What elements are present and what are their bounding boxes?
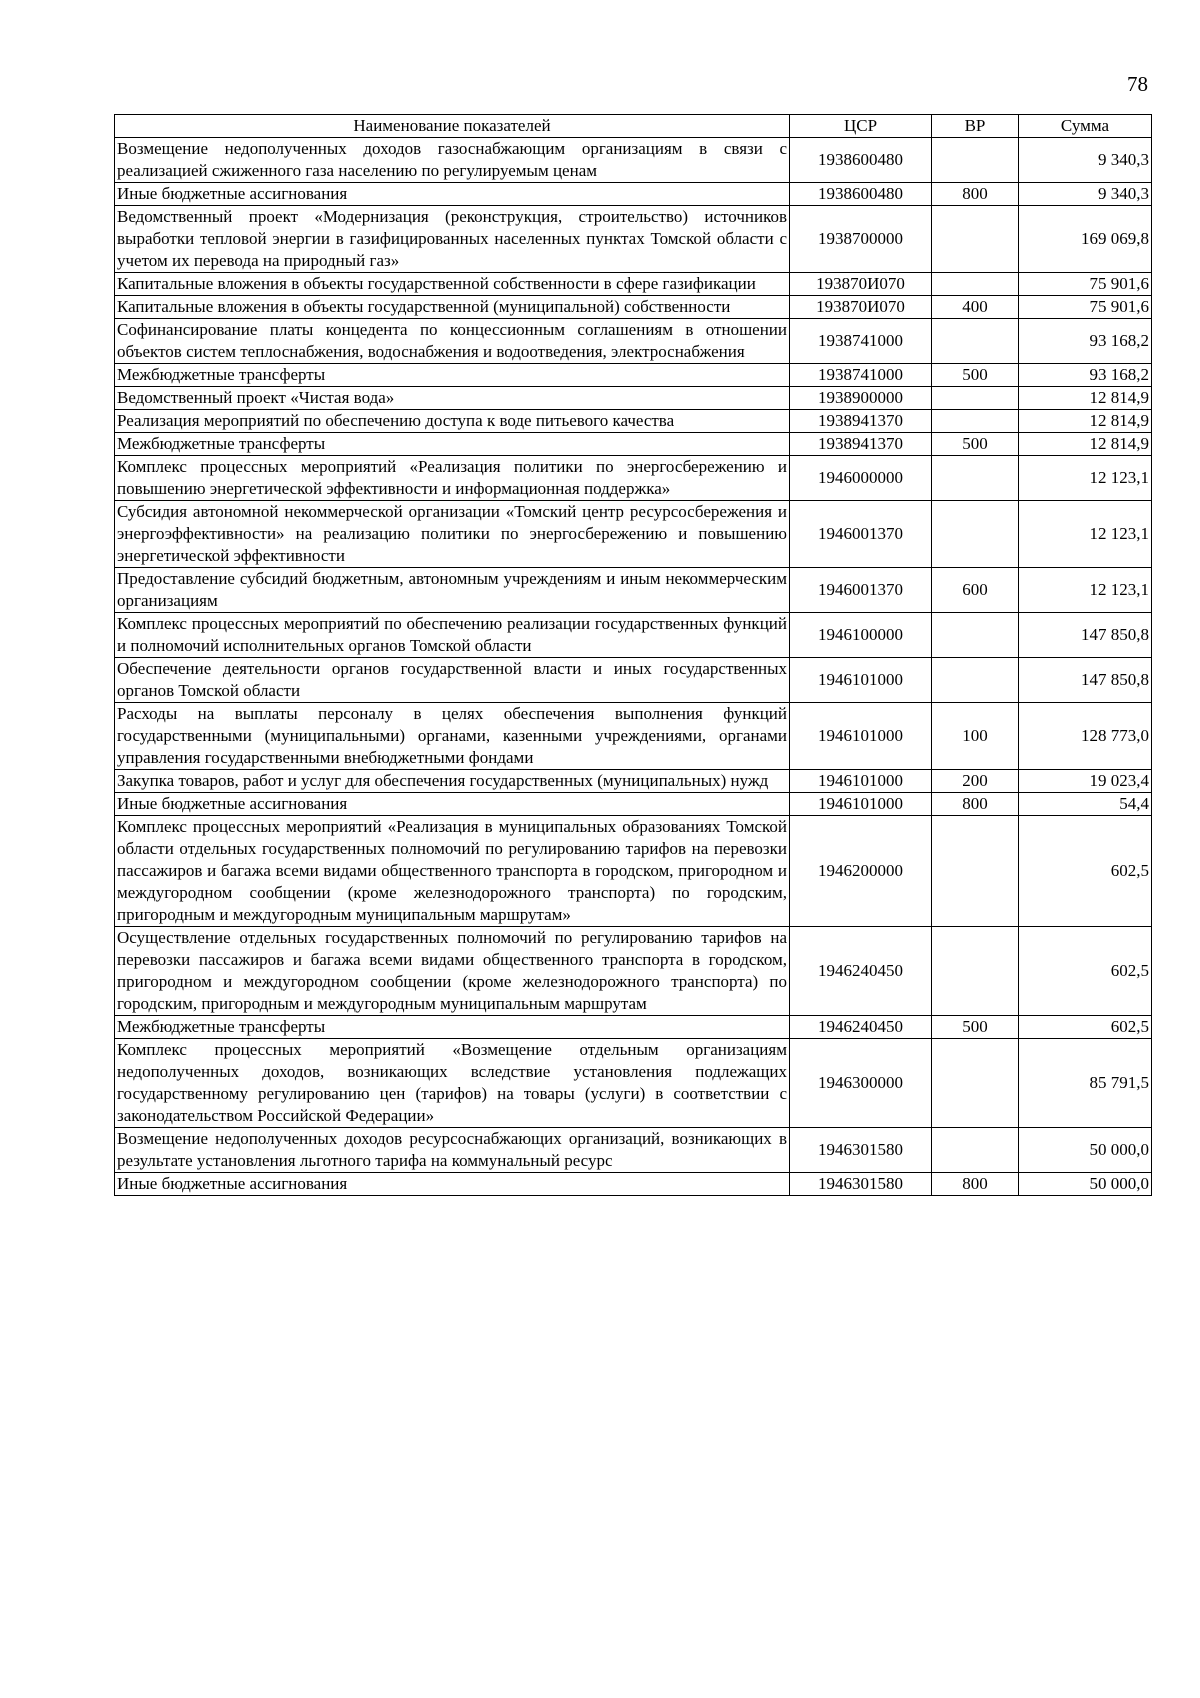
cell-sum: 12 814,9 [1019, 387, 1152, 410]
table-row [115, 568, 1152, 613]
cell-name: Осуществление отдельных государственных полномочий по регулированию тарифов на перевозки пассажиров и багажа всеми видами общественного транспорта в городском, пригородном и междугородном сообщении (кроме железнодорожного транспорта) по городским, пригородным и междугородным муниципальным маршрутам [115, 927, 790, 1016]
cell-csr: 1946101000 [790, 770, 932, 793]
table-row [115, 793, 1152, 816]
cell-vr [932, 927, 1019, 1016]
header-name: Наименование показателей [115, 115, 790, 138]
cell-vr: 400 [932, 296, 1019, 319]
cell-sum: 12 123,1 [1019, 568, 1152, 613]
cell-vr: 800 [932, 1173, 1019, 1196]
table-header-row [115, 115, 1152, 138]
table-row [115, 816, 1152, 927]
cell-name: Межбюджетные трансферты [115, 433, 790, 456]
cell-csr: 1946301580 [790, 1128, 932, 1173]
cell-csr: 1946001370 [790, 568, 932, 613]
cell-vr [932, 658, 1019, 703]
table-row [115, 927, 1152, 1016]
cell-csr: 1946100000 [790, 613, 932, 658]
cell-csr: 1946101000 [790, 658, 932, 703]
cell-sum: 75 901,6 [1019, 273, 1152, 296]
cell-vr [932, 1128, 1019, 1173]
cell-csr: 1946101000 [790, 793, 932, 816]
cell-csr: 1938741000 [790, 364, 932, 387]
cell-vr [932, 456, 1019, 501]
cell-sum: 50 000,0 [1019, 1173, 1152, 1196]
page-number: 78 [1127, 72, 1148, 96]
cell-vr: 500 [932, 433, 1019, 456]
cell-csr: 1938941370 [790, 433, 932, 456]
cell-name: Закупка товаров, работ и услуг для обеспечения государственных (муниципальных) нужд [115, 770, 790, 793]
cell-sum: 12 814,9 [1019, 433, 1152, 456]
cell-vr [932, 138, 1019, 183]
table-row [115, 387, 1152, 410]
cell-csr: 1946240450 [790, 927, 932, 1016]
cell-name: Капитальные вложения в объекты государственной собственности в сфере газификации [115, 273, 790, 296]
cell-name: Софинансирование платы концедента по концессионным соглашениям в отношении объектов систем теплоснабжения, водоснабжения и водоотведения, электроснабжения [115, 319, 790, 364]
cell-vr [932, 319, 1019, 364]
cell-name: Субсидия автономной некоммерческой организации «Томский центр ресурсосбережения и энергоэффективности» на реализацию политики по энергосбережению и повышению энергетической эффективности [115, 501, 790, 568]
cell-sum: 75 901,6 [1019, 296, 1152, 319]
cell-csr: 1946200000 [790, 816, 932, 927]
cell-name: Обеспечение деятельности органов государственной власти и иных государственных органов Томской области [115, 658, 790, 703]
cell-sum: 169 069,8 [1019, 206, 1152, 273]
table-row [115, 433, 1152, 456]
cell-vr [932, 410, 1019, 433]
cell-name: Комплекс процессных мероприятий «Реализация политики по энергосбережению и повышению энергетической эффективности и информационная поддержка» [115, 456, 790, 501]
cell-vr [932, 273, 1019, 296]
table-row [115, 296, 1152, 319]
table-row [115, 1173, 1152, 1196]
cell-name: Возмещение недополученных доходов газоснабжающим организациям в связи с реализацией сжиженного газа населению по регулируемым ценам [115, 138, 790, 183]
cell-name: Комплекс процессных мероприятий по обеспечению реализации государственных функций и полномочий исполнительных органов Томской области [115, 613, 790, 658]
cell-csr: 1938900000 [790, 387, 932, 410]
table-row [115, 658, 1152, 703]
table-row [115, 456, 1152, 501]
cell-sum: 147 850,8 [1019, 613, 1152, 658]
cell-name: Межбюджетные трансферты [115, 364, 790, 387]
cell-csr: 1938700000 [790, 206, 932, 273]
table-row [115, 364, 1152, 387]
cell-vr: 200 [932, 770, 1019, 793]
cell-csr: 193870И070 [790, 296, 932, 319]
cell-vr: 500 [932, 364, 1019, 387]
cell-csr: 1946240450 [790, 1016, 932, 1039]
cell-name: Комплекс процессных мероприятий «Реализация в муниципальных образованиях Томской области отдельных государственных полномочий по регулированию тарифов на перевозки пассажиров и багажа всеми видами общественного транспорта в городском, пригородном и междугородном сообщении (кроме железнодорожного транспорта) по городским, пригородным и междугородным муниципальным маршрутам» [115, 816, 790, 927]
cell-vr [932, 206, 1019, 273]
table-row [115, 703, 1152, 770]
table-row [115, 1016, 1152, 1039]
header-csr: ЦСР [790, 115, 932, 138]
table-row [115, 770, 1152, 793]
table-row [115, 138, 1152, 183]
cell-csr: 1946001370 [790, 501, 932, 568]
cell-sum: 602,5 [1019, 927, 1152, 1016]
cell-csr: 1946000000 [790, 456, 932, 501]
cell-vr [932, 387, 1019, 410]
cell-name: Расходы на выплаты персоналу в целях обеспечения выполнения функций государственными (муниципальными) органами, казенными учреждениями, органами управления государственными внебюджетными фондами [115, 703, 790, 770]
cell-csr: 193870И070 [790, 273, 932, 296]
cell-vr [932, 816, 1019, 927]
cell-sum: 602,5 [1019, 1016, 1152, 1039]
cell-csr: 1938600480 [790, 183, 932, 206]
cell-csr: 1946300000 [790, 1039, 932, 1128]
cell-sum: 93 168,2 [1019, 319, 1152, 364]
table-body [115, 138, 1152, 1196]
cell-sum: 12 123,1 [1019, 501, 1152, 568]
cell-sum: 12 123,1 [1019, 456, 1152, 501]
cell-name: Комплекс процессных мероприятий «Возмещение отдельным организациям недополученных доходов, возникающих вследствие установления подлежащих государственному регулированию цен (тарифов) на товары (услуги) в соответствии с законодательством Российской Федерации» [115, 1039, 790, 1128]
table-row [115, 613, 1152, 658]
cell-vr: 800 [932, 793, 1019, 816]
cell-vr [932, 613, 1019, 658]
cell-csr: 1938941370 [790, 410, 932, 433]
cell-sum: 147 850,8 [1019, 658, 1152, 703]
cell-sum: 19 023,4 [1019, 770, 1152, 793]
table-row [115, 1128, 1152, 1173]
cell-name: Реализация мероприятий по обеспечению доступа к воде питьевого качества [115, 410, 790, 433]
header-sum: Сумма [1019, 115, 1152, 138]
cell-sum: 54,4 [1019, 793, 1152, 816]
cell-sum: 602,5 [1019, 816, 1152, 927]
budget-table [114, 114, 1152, 1196]
cell-sum: 128 773,0 [1019, 703, 1152, 770]
cell-sum: 12 814,9 [1019, 410, 1152, 433]
cell-vr [932, 501, 1019, 568]
cell-sum: 50 000,0 [1019, 1128, 1152, 1173]
cell-name: Межбюджетные трансферты [115, 1016, 790, 1039]
cell-name: Иные бюджетные ассигнования [115, 183, 790, 206]
cell-name: Возмещение недополученных доходов ресурсоснабжающих организаций, возникающих в результате установления льготного тарифа на коммунальный ресурс [115, 1128, 790, 1173]
table-row [115, 410, 1152, 433]
table-row [115, 183, 1152, 206]
cell-sum: 93 168,2 [1019, 364, 1152, 387]
cell-vr: 100 [932, 703, 1019, 770]
table-row [115, 273, 1152, 296]
cell-name: Ведомственный проект «Чистая вода» [115, 387, 790, 410]
cell-csr: 1938741000 [790, 319, 932, 364]
cell-csr: 1938600480 [790, 138, 932, 183]
cell-vr: 800 [932, 183, 1019, 206]
table-row [115, 501, 1152, 568]
cell-csr: 1946101000 [790, 703, 932, 770]
cell-sum: 9 340,3 [1019, 138, 1152, 183]
cell-vr [932, 1039, 1019, 1128]
cell-vr: 500 [932, 1016, 1019, 1039]
cell-name: Ведомственный проект «Модернизация (реконструкция, строительство) источников выработки тепловой энергии в газифицированных населенных пунктах Томской области с учетом их перевода на природный газ» [115, 206, 790, 273]
table-row [115, 319, 1152, 364]
cell-vr: 600 [932, 568, 1019, 613]
cell-name: Капитальные вложения в объекты государственной (муниципальной) собственности [115, 296, 790, 319]
cell-sum: 85 791,5 [1019, 1039, 1152, 1128]
cell-sum: 9 340,3 [1019, 183, 1152, 206]
cell-name: Предоставление субсидий бюджетным, автономным учреждениям и иным некоммерческим организациям [115, 568, 790, 613]
header-vr: ВР [932, 115, 1019, 138]
cell-name: Иные бюджетные ассигнования [115, 793, 790, 816]
cell-csr: 1946301580 [790, 1173, 932, 1196]
table-row [115, 206, 1152, 273]
cell-name: Иные бюджетные ассигнования [115, 1173, 790, 1196]
table-row [115, 1039, 1152, 1128]
